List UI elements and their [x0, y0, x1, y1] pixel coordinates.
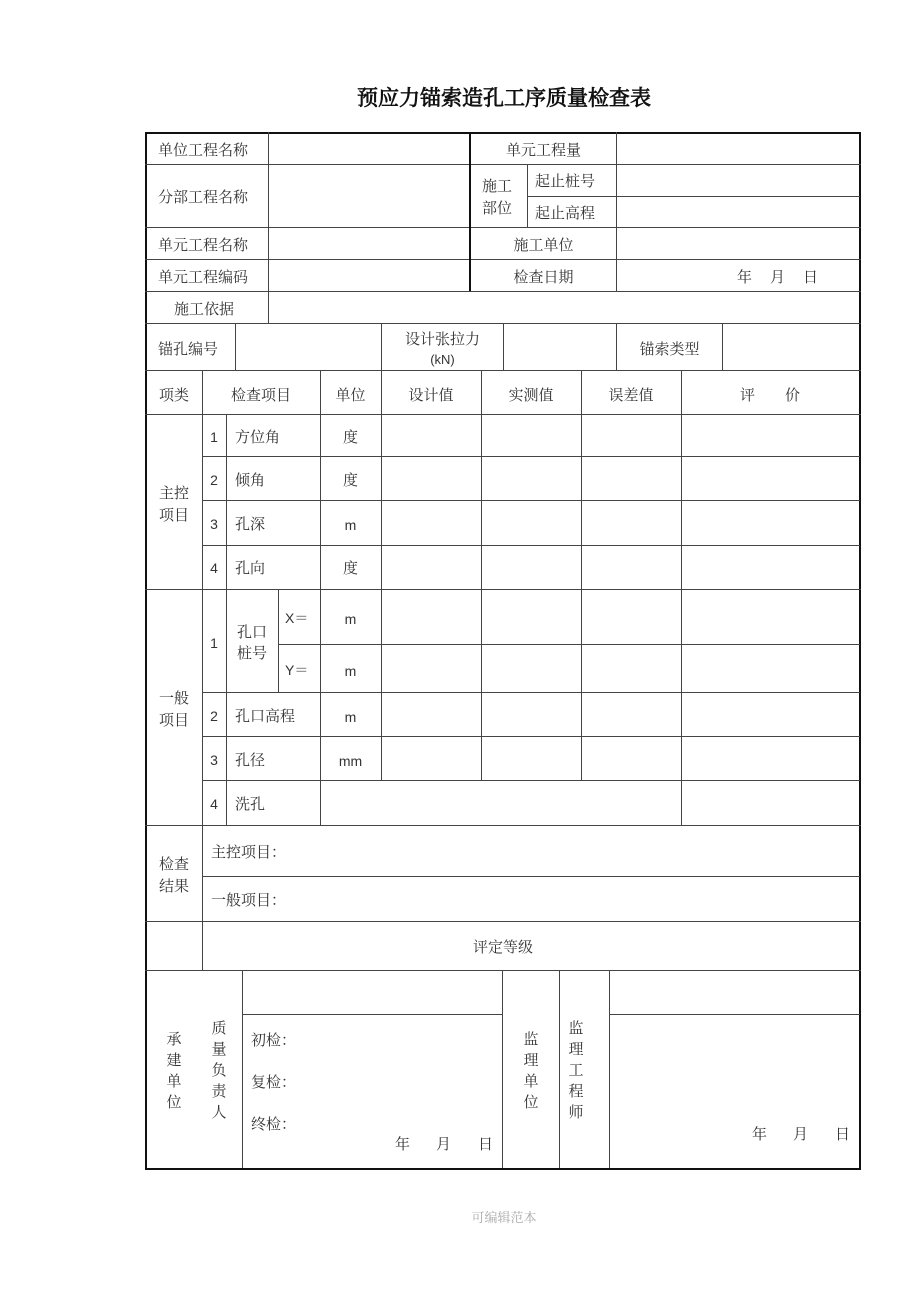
row-item: 孔向: [235, 559, 266, 577]
result-label: 检查: [158, 855, 189, 873]
divider: [202, 692, 860, 693]
row-no: 2: [210, 472, 218, 488]
divider: [609, 970, 610, 1168]
field-start-end-elevation[interactable]: [618, 198, 858, 226]
divider: [268, 132, 269, 323]
col-error-value: 误差值: [608, 386, 654, 404]
contractor-label: 承 建 单 位: [166, 1030, 182, 1111]
row-unit: m: [344, 663, 357, 679]
row-item: 倾角: [235, 471, 266, 489]
label-unit-project-name: 单位工程名称: [158, 141, 249, 159]
field-unit-element-quantity[interactable]: [618, 134, 858, 163]
field-construction-basis[interactable]: [270, 293, 858, 322]
divider: [609, 1014, 860, 1015]
label-inspection-date: 检查日期: [513, 268, 574, 286]
divider: [503, 323, 504, 370]
re-check[interactable]: 复检：: [251, 1073, 297, 1091]
form-title: 预应力锚索造孔工序质量检查表: [357, 86, 651, 110]
divider: [278, 644, 860, 645]
col-measured-value: 实测值: [508, 386, 554, 404]
field-design-tension[interactable]: [505, 325, 615, 369]
divider: [145, 259, 861, 260]
divider: [145, 414, 861, 415]
label-unit-element-quantity: 单元工程量: [505, 141, 581, 159]
divider: [202, 456, 860, 457]
divider: [202, 736, 860, 737]
divider: [616, 132, 617, 291]
divider: [502, 970, 503, 1168]
row-item: 孔口高程: [235, 707, 296, 725]
field-anchor-hole-no[interactable]: [237, 325, 380, 369]
divider: [202, 545, 860, 546]
field-sub-project-name[interactable]: [270, 166, 468, 226]
col-item: 检查项目: [230, 386, 291, 404]
row-unit: m: [344, 517, 357, 533]
row-item-2: 桩号: [237, 644, 268, 662]
divider: [145, 227, 861, 228]
divider: [226, 414, 227, 825]
divider: [145, 291, 861, 292]
label-design-tension: 设计张拉力: [404, 330, 480, 348]
divider: [527, 196, 860, 197]
row-item: 孔径: [235, 751, 266, 769]
divider: [242, 970, 243, 1168]
date-day: 日: [803, 268, 819, 286]
sig-month: 月: [436, 1135, 452, 1153]
label-construction-part-1: 施工: [482, 177, 513, 195]
supervisor-unit-label: 监 理 单 位: [523, 1030, 539, 1111]
row-unit: 度: [342, 559, 358, 577]
row-unit: m: [344, 611, 357, 627]
border-bottom: [145, 1168, 861, 1170]
row-no: 3: [210, 752, 218, 768]
initial-check[interactable]: 初检：: [251, 1031, 297, 1049]
field-unit-element-code[interactable]: [270, 261, 468, 290]
col-design-value: 设计值: [408, 386, 454, 404]
divider: [559, 970, 560, 1168]
row-no: 2: [210, 708, 218, 724]
col-unit: 单位: [335, 386, 366, 404]
row-item: 方位角: [235, 428, 281, 446]
divider: [145, 370, 861, 371]
general-label: 一般: [158, 689, 189, 707]
result-main-control[interactable]: 主控项目：: [211, 843, 287, 861]
col-category: 项类: [158, 386, 189, 404]
row-item: 洗孔: [235, 795, 266, 813]
label-design-tension-unit: (kN): [430, 352, 455, 367]
row-unit: m: [344, 709, 357, 725]
sig-day: 日: [478, 1135, 494, 1153]
label-construction-basis: 施工依据: [174, 300, 235, 318]
divider: [202, 780, 860, 781]
quality-person-label: 质 量 负 责 人: [211, 1019, 227, 1121]
divider: [381, 370, 382, 780]
divider: [242, 1014, 502, 1015]
divider: [681, 370, 682, 825]
general-label-2: 项目: [158, 711, 189, 729]
x-label: X＝: [285, 610, 309, 626]
divider: [527, 164, 528, 227]
label-unit-element-code: 单元工程编码: [158, 268, 249, 286]
main-control-label: 主控: [158, 484, 189, 502]
divider: [145, 589, 861, 590]
row-unit: 度: [342, 428, 358, 446]
rating-label: 评定等级: [472, 938, 533, 956]
divider: [278, 589, 279, 692]
row-no: 1: [210, 635, 218, 651]
row-unit: 度: [342, 471, 358, 489]
label-construction-part-2: 部位: [482, 199, 513, 217]
row-no: 1: [210, 429, 218, 445]
field-start-end-pile[interactable]: [618, 166, 858, 195]
date-month: 月: [770, 268, 786, 286]
divider: [145, 164, 861, 165]
label-start-end-elevation: 起止高程: [535, 204, 596, 222]
main-control-label-2: 项目: [158, 506, 189, 524]
sup-year: 年: [752, 1125, 768, 1143]
divider: [145, 970, 861, 971]
row-no: 4: [210, 560, 218, 576]
label-unit-element-name: 单元工程名称: [158, 236, 249, 254]
label-anchor-hole-no: 锚孔编号: [158, 340, 219, 358]
label-construction-unit: 施工单位: [513, 236, 574, 254]
sup-day: 日: [835, 1125, 851, 1143]
sup-month: 月: [793, 1125, 809, 1143]
divider: [722, 323, 723, 370]
divider: [145, 921, 861, 922]
label-sub-project-name: 分部工程名称: [158, 188, 249, 206]
row-item: 孔深: [235, 515, 266, 533]
divider: [235, 323, 236, 370]
field-unit-project-name[interactable]: [270, 134, 468, 163]
row-no: 4: [210, 796, 218, 812]
field-anchor-type[interactable]: [724, 325, 858, 369]
supervisor-engineer-signature[interactable]: [611, 972, 858, 1013]
border-left: [145, 132, 147, 1170]
divider: [202, 876, 860, 877]
divider: [145, 825, 861, 826]
final-check[interactable]: 终检：: [251, 1115, 297, 1133]
row-item: 孔口: [237, 623, 268, 641]
footer-watermark: 可编辑范本: [471, 1211, 537, 1226]
quality-person-signature[interactable]: [244, 972, 501, 1013]
row-unit: mm: [338, 753, 363, 769]
result-label-2: 结果: [158, 877, 189, 895]
divider: [202, 370, 203, 970]
supervisor-engineer-label: 监 理 工 程 师: [568, 1019, 584, 1121]
divider: [202, 500, 860, 501]
col-evaluation: 评 价: [739, 386, 800, 404]
divider: [481, 370, 482, 780]
y-label: Y＝: [285, 662, 309, 678]
row-no: 3: [210, 516, 218, 532]
result-general[interactable]: 一般项目：: [211, 891, 287, 909]
field-construction-unit[interactable]: [618, 229, 858, 258]
date-year: 年: [737, 268, 753, 286]
field-unit-element-name[interactable]: [270, 229, 468, 258]
label-start-end-pile: 起止桩号: [535, 172, 596, 190]
divider: [581, 370, 582, 780]
sig-year: 年: [395, 1135, 411, 1153]
label-anchor-type: 锚索类型: [639, 340, 700, 358]
